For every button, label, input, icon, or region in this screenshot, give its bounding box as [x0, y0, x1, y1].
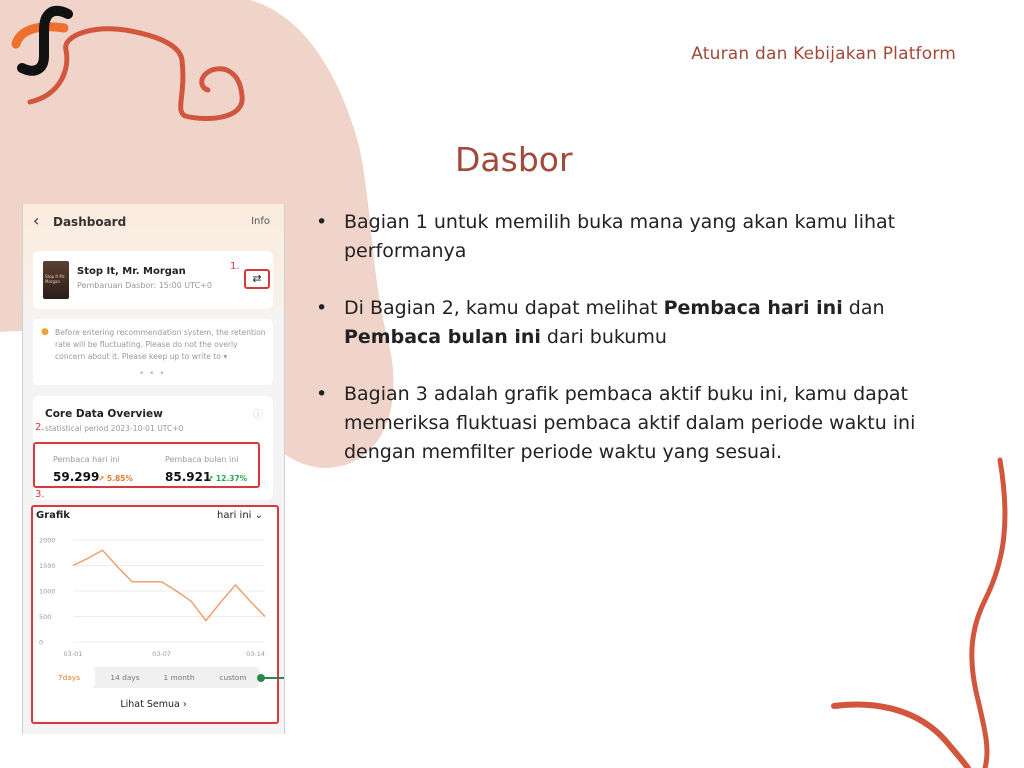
tab-14days[interactable]: 14 days	[110, 673, 140, 682]
phone-screenshot	[22, 204, 285, 734]
callout-dot	[257, 674, 265, 682]
slide-title: Dasbor	[455, 140, 573, 179]
chart-title: Grafik	[36, 510, 70, 521]
x-tick-label: 03-14	[246, 650, 265, 658]
today-readers-value: 59.299	[53, 470, 100, 484]
bullet-bold: Pembaca hari ini	[663, 297, 843, 319]
book-cover	[43, 261, 69, 299]
today-readers-change: ↗ 5.85%	[98, 474, 133, 483]
back-icon[interactable]: ‹	[33, 211, 40, 230]
carousel-dots[interactable]: • • •	[139, 369, 166, 379]
squiggle-right	[972, 460, 1005, 768]
bullet-text: dari bukumu	[540, 326, 667, 348]
book-title: Stop It, Mr. Morgan	[77, 266, 186, 277]
y-tick-label: 2000	[39, 536, 56, 545]
bullet-item	[316, 208, 936, 266]
series-line	[73, 550, 265, 620]
bullet-dot: •	[316, 297, 328, 319]
book-cover-text: Stop It Mr. Morgan	[45, 274, 66, 284]
brand-logo	[10, 4, 76, 78]
notice-card	[33, 319, 273, 385]
statistical-period: statistical period 2023-10-01 UTC+0	[45, 424, 184, 433]
notice-text: Before entering recommendation system, the retention rate will be fluctuating. Please do not the overly concern about it. Please keep up to write to ▾	[55, 328, 266, 361]
bullet-text: Bagian 3 adalah grafik pembaca aktif buku ini, kamu dapat memeriksa fluktuasi pembaca aktif dalam periode waktu ini dengan memfilter periode waktu yang sesuai.	[344, 383, 916, 463]
month-readers-value: 85.921	[165, 470, 212, 484]
period-dropdown[interactable]: hari ini ⌄	[217, 510, 263, 521]
info-icon[interactable]: ⓘ	[253, 410, 263, 421]
header-title: Aturan dan Kebijakan Platform	[691, 44, 956, 64]
callout-line	[264, 677, 284, 679]
bullet-dot: •	[316, 383, 328, 405]
tab-7days[interactable]: 7days	[43, 667, 95, 688]
book-subtitle: Pembaruan Dasbor: 15:00 UTC+0	[77, 281, 212, 290]
tab-1month[interactable]: 1 month	[163, 673, 195, 682]
info-link[interactable]: Info	[251, 216, 270, 227]
bullet-dot: •	[316, 211, 328, 233]
book-card	[33, 251, 273, 309]
bullet-item	[316, 380, 936, 467]
marker-3: 3.	[35, 489, 45, 500]
bullet-text: dan	[842, 297, 885, 319]
readers-stats-box	[33, 442, 260, 488]
switch-book-button[interactable]: ⇄	[244, 269, 270, 289]
period-tabs	[43, 667, 259, 688]
month-readers-change: ↗ 12.37%	[207, 474, 248, 483]
bullet-text: Bagian 1 untuk memilih buka mana yang akan kamu lihat performanya	[344, 211, 896, 262]
squiggle-bottom	[834, 704, 968, 768]
y-tick-label: 1500	[39, 562, 56, 570]
phone-navbar	[23, 204, 284, 240]
bullet-item	[316, 294, 936, 352]
see-all-link[interactable]: Lihat Semua ›	[120, 699, 187, 710]
today-readers-label: Pembaca hari ini	[53, 455, 120, 464]
month-readers-label: Pembaca bulan ini	[165, 455, 239, 464]
y-tick-label: 500	[39, 613, 52, 621]
phone-title: Dashboard	[53, 215, 127, 229]
bullet-list	[316, 208, 936, 495]
marker-1: 1.	[230, 261, 240, 272]
y-tick-label: 0	[39, 638, 44, 647]
active-readers-chart	[37, 532, 269, 660]
y-tick-label: 1000	[39, 587, 56, 596]
tab-custom[interactable]: custom	[219, 673, 247, 682]
bullet-bold: Pembaca bulan ini	[344, 326, 541, 348]
marker-2: 2.	[35, 422, 45, 433]
core-data-title: Core Data Overview	[45, 408, 163, 420]
x-tick-label: 03-07	[152, 650, 172, 658]
notice-icon: ●	[41, 327, 49, 337]
x-tick-label: 03-01	[63, 650, 83, 658]
bullet-text: Di Bagian 2, kamu dapat melihat	[344, 297, 664, 319]
